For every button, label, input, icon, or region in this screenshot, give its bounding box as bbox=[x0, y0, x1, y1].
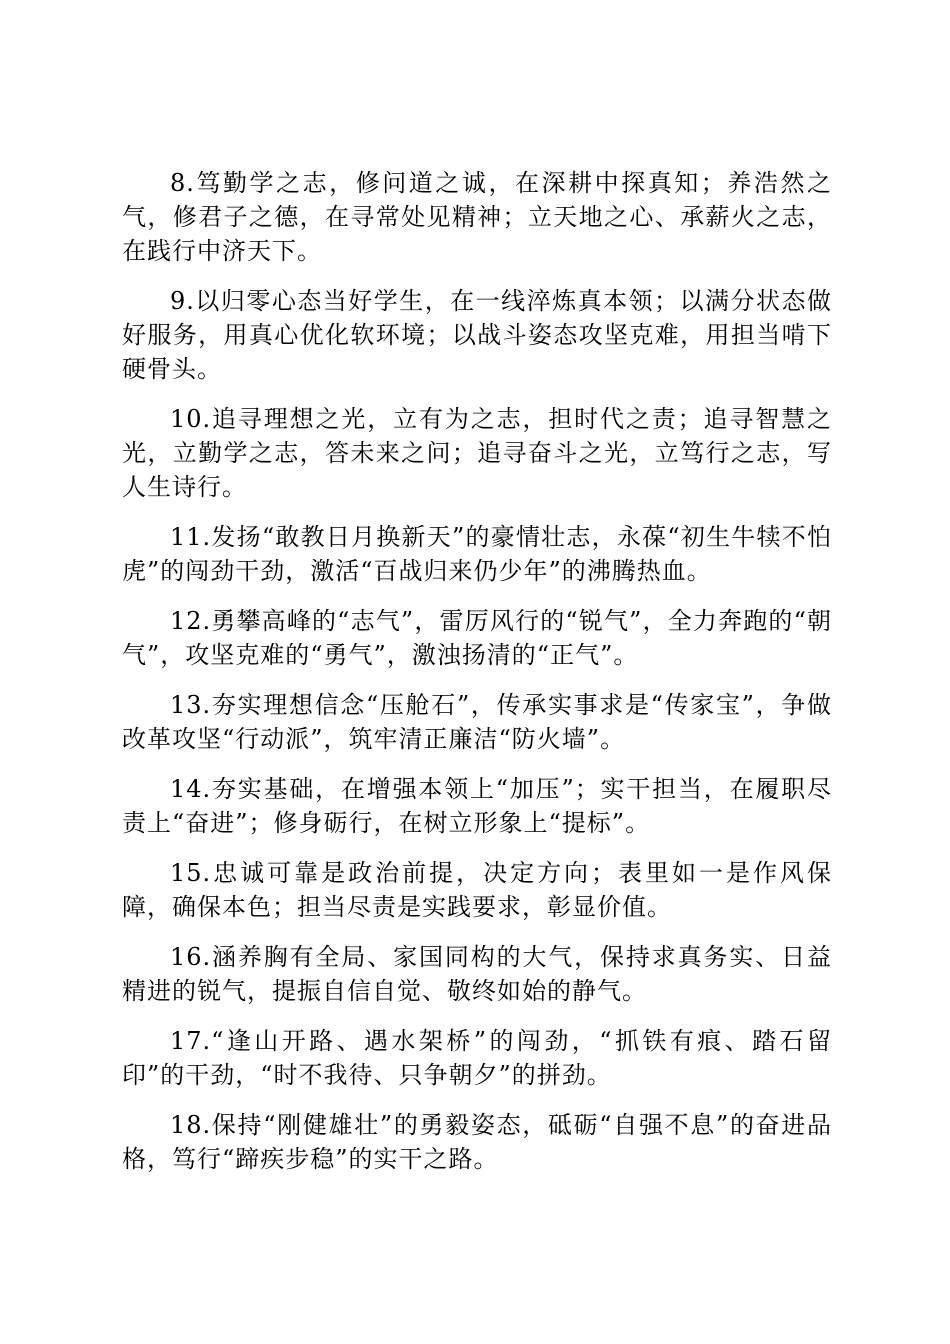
paragraph-11: 11.发扬“敢教日月换新天”的豪情壮志，永葆“初生牛犊不怕虎”的闯劲干劲，激活“百战归来仍少年”的沸腾热血。 bbox=[122, 523, 832, 585]
paragraph-18: 18.保持“刚健雄壮”的勇毅姿态，砥砺“自强不息”的奋进品格，笃行“蹄疾步稳”的实干之路。 bbox=[122, 1111, 832, 1173]
paragraph-15: 15.忠诚可靠是政治前提，决定方向；表里如一是作风保障，确保本色；担当尽责是实践要求，彰显价值。 bbox=[122, 859, 832, 921]
paragraph-8: 8.笃勤学之志，修问道之诚，在深耕中探真知；养浩然之气，修君子之德，在寻常处见精神；立天地之心、承薪火之志，在践行中济天下。 bbox=[122, 169, 832, 265]
paragraph-10: 10.追寻理想之光，立有为之志，担时代之责；追寻智慧之光，立勤学之志，答未来之问；追寻奋斗之光，立笃行之志，写人生诗行。 bbox=[122, 405, 832, 501]
paragraph-9: 9.以归零心态当好学生，在一线淬炼真本领；以满分状态做好服务，用真心优化软环境；以战斗姿态攻坚克难，用担当啃下硬骨头。 bbox=[122, 287, 832, 383]
paragraph-14: 14.夯实基础，在增强本领上“加压”；实干担当，在履职尽责上“奋进”；修身砺行，在树立形象上“提标”。 bbox=[122, 775, 832, 837]
document-page bbox=[122, 166, 832, 1192]
paragraph-17: 17.“逢山开路、遇水架桥”的闯劲，“抓铁有痕、踏石留印”的干劲，“时不我待、只争朝夕”的拼劲。 bbox=[122, 1027, 832, 1089]
paragraph-12: 12.勇攀高峰的“志气”，雷厉风行的“锐气”，全力奔跑的“朝气”，攻坚克难的“勇气”，激浊扬清的“正气”。 bbox=[122, 607, 832, 669]
paragraph-16: 16.涵养胸有全局、家国同构的大气，保持求真务实、日益精进的锐气，提振自信自觉、敬终如始的静气。 bbox=[122, 943, 832, 1005]
paragraph-13: 13.夯实理想信念“压舱石”，传承实事求是“传家宝”，争做改革攻坚“行动派”，筑牢清正廉洁“防火墙”。 bbox=[122, 691, 832, 753]
